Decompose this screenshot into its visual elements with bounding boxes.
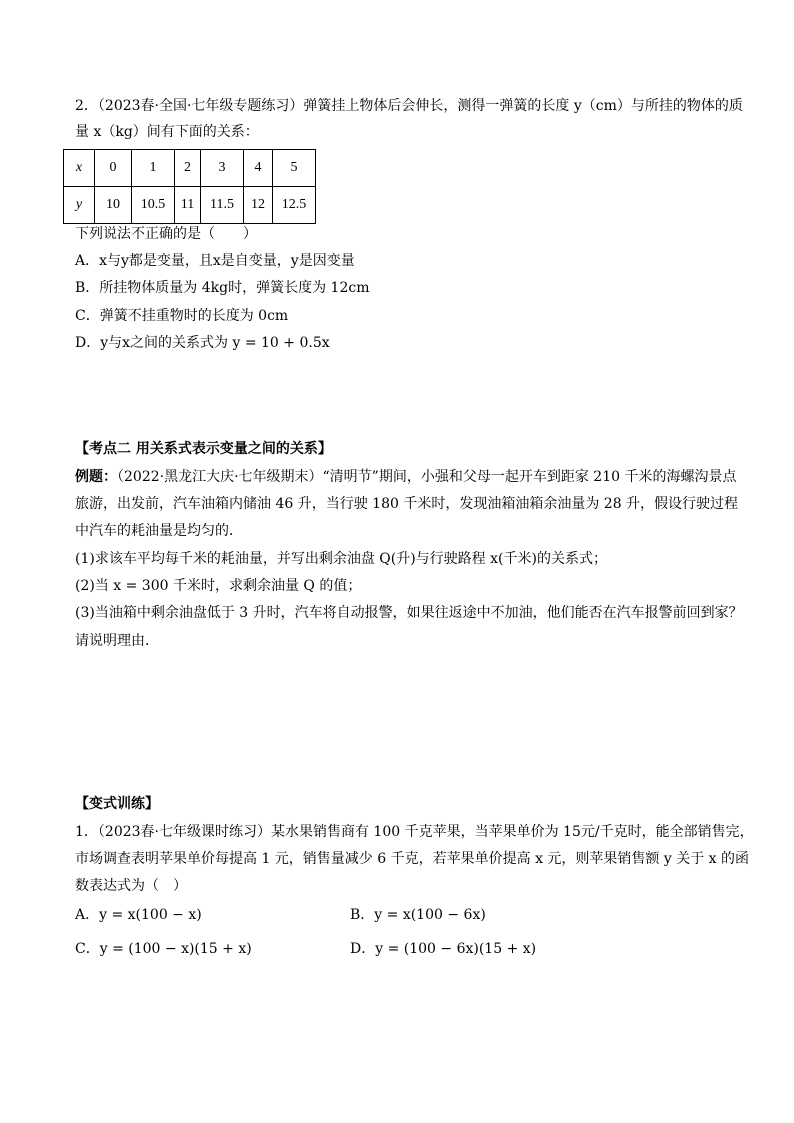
example-sub3b: 请说明理由． bbox=[75, 633, 159, 649]
q2-option-d: D．y与x之间的关系式为 y = 10 + 0.5x bbox=[75, 335, 330, 351]
variant-q1-line3: 数表达式为（ ） bbox=[75, 878, 187, 894]
example-label: 例题： bbox=[75, 469, 117, 485]
example-line2: 旅游，出发前，汽车油箱内储油 46 升，当行驶 180 千米时，发现油箱油箱余油量为 28 升，假设行驶过程 bbox=[75, 496, 739, 512]
table-cell: 11 bbox=[175, 187, 201, 224]
q2-stem-line2: 量 x（kg）间有下面的关系： bbox=[75, 124, 259, 140]
table-cell: 11.5 bbox=[201, 187, 244, 224]
q2-option-b: B．所挂物体质量为 4kg时，弹簧长度为 12cm bbox=[75, 280, 370, 296]
table-row-y bbox=[64, 187, 316, 224]
variant-option-b: B．y = x(100 − 6x) bbox=[350, 907, 486, 923]
table-cell: 12 bbox=[244, 187, 273, 224]
example-text: （2022·黑龙江大庆·七年级期末）“清明节”期间，小强和父母一起开车到距家 210 千米的海螺沟景点 bbox=[117, 469, 737, 485]
section-title-kaodian2: 【考点二 用关系式表示变量之间的关系】 bbox=[75, 441, 332, 457]
q2-option-c: C．弹簧不挂重物时的长度为 0cm bbox=[75, 308, 289, 324]
table-cell: 2 bbox=[175, 150, 201, 187]
section-title-variant: 【变式训练】 bbox=[75, 796, 159, 812]
table-cell: 1 bbox=[132, 150, 175, 187]
table-cell: 3 bbox=[201, 150, 244, 187]
variant-option-c: C．y = (100 − x)(15 + x) bbox=[75, 941, 252, 957]
table-header-x: x bbox=[64, 150, 95, 187]
variant-option-a: A．y = x(100 − x) bbox=[75, 907, 202, 923]
q2-question: 下列说法不正确的是（ ） bbox=[75, 226, 257, 242]
table-cell: 10.5 bbox=[132, 187, 175, 224]
table-cell: 10 bbox=[95, 187, 132, 224]
table-row-x bbox=[64, 150, 316, 187]
table-cell: 4 bbox=[244, 150, 273, 187]
variant-q1-line2: 市场调查表明苹果单价每提高 1 元，销售量减少 6 千克，若苹果单价提高 x 元，则苹果销售额 y 关于 x 的函 bbox=[75, 851, 750, 867]
example-sub3: (3)当油箱中剩余油盘低于 3 升时，汽车将自动报警，如果往返途中不加油，他们能否在汽车报警前回到家？ bbox=[75, 605, 743, 621]
variant-q1-line1: 1．（2023春·七年级课时练习）某水果销售商有 100 千克苹果，当苹果单价为 15元/千克时，能全部销售完， bbox=[75, 824, 754, 840]
example-line1 bbox=[75, 467, 736, 487]
example-sub1: (1)求该车平均每千米的耗油量，并写出剩余油盘 Q(升)与行驶路程 x(千米)的关系式； bbox=[75, 551, 607, 567]
example-sub2: (2)当 x = 300 千米时，求剩余油量 Q 的值； bbox=[75, 578, 362, 594]
example-line3: 中汽车的耗油量是均匀的． bbox=[75, 523, 243, 539]
table-cell: 0 bbox=[95, 150, 132, 187]
q2-option-a: A．x与y都是变量，且x是自变量，y是因变量 bbox=[75, 253, 355, 269]
table-cell: 5 bbox=[273, 150, 316, 187]
data-table bbox=[63, 149, 316, 224]
variant-option-d: D．y = (100 − 6x)(15 + x) bbox=[350, 941, 537, 957]
table-cell: 12.5 bbox=[273, 187, 316, 224]
q2-stem-line1: 2．（2023春·全国·七年级专题练习）弹簧挂上物体后会伸长，测得一弹簧的长度 y（cm）与所挂的物体的质 bbox=[75, 98, 743, 114]
table-header-y: y bbox=[64, 187, 95, 224]
